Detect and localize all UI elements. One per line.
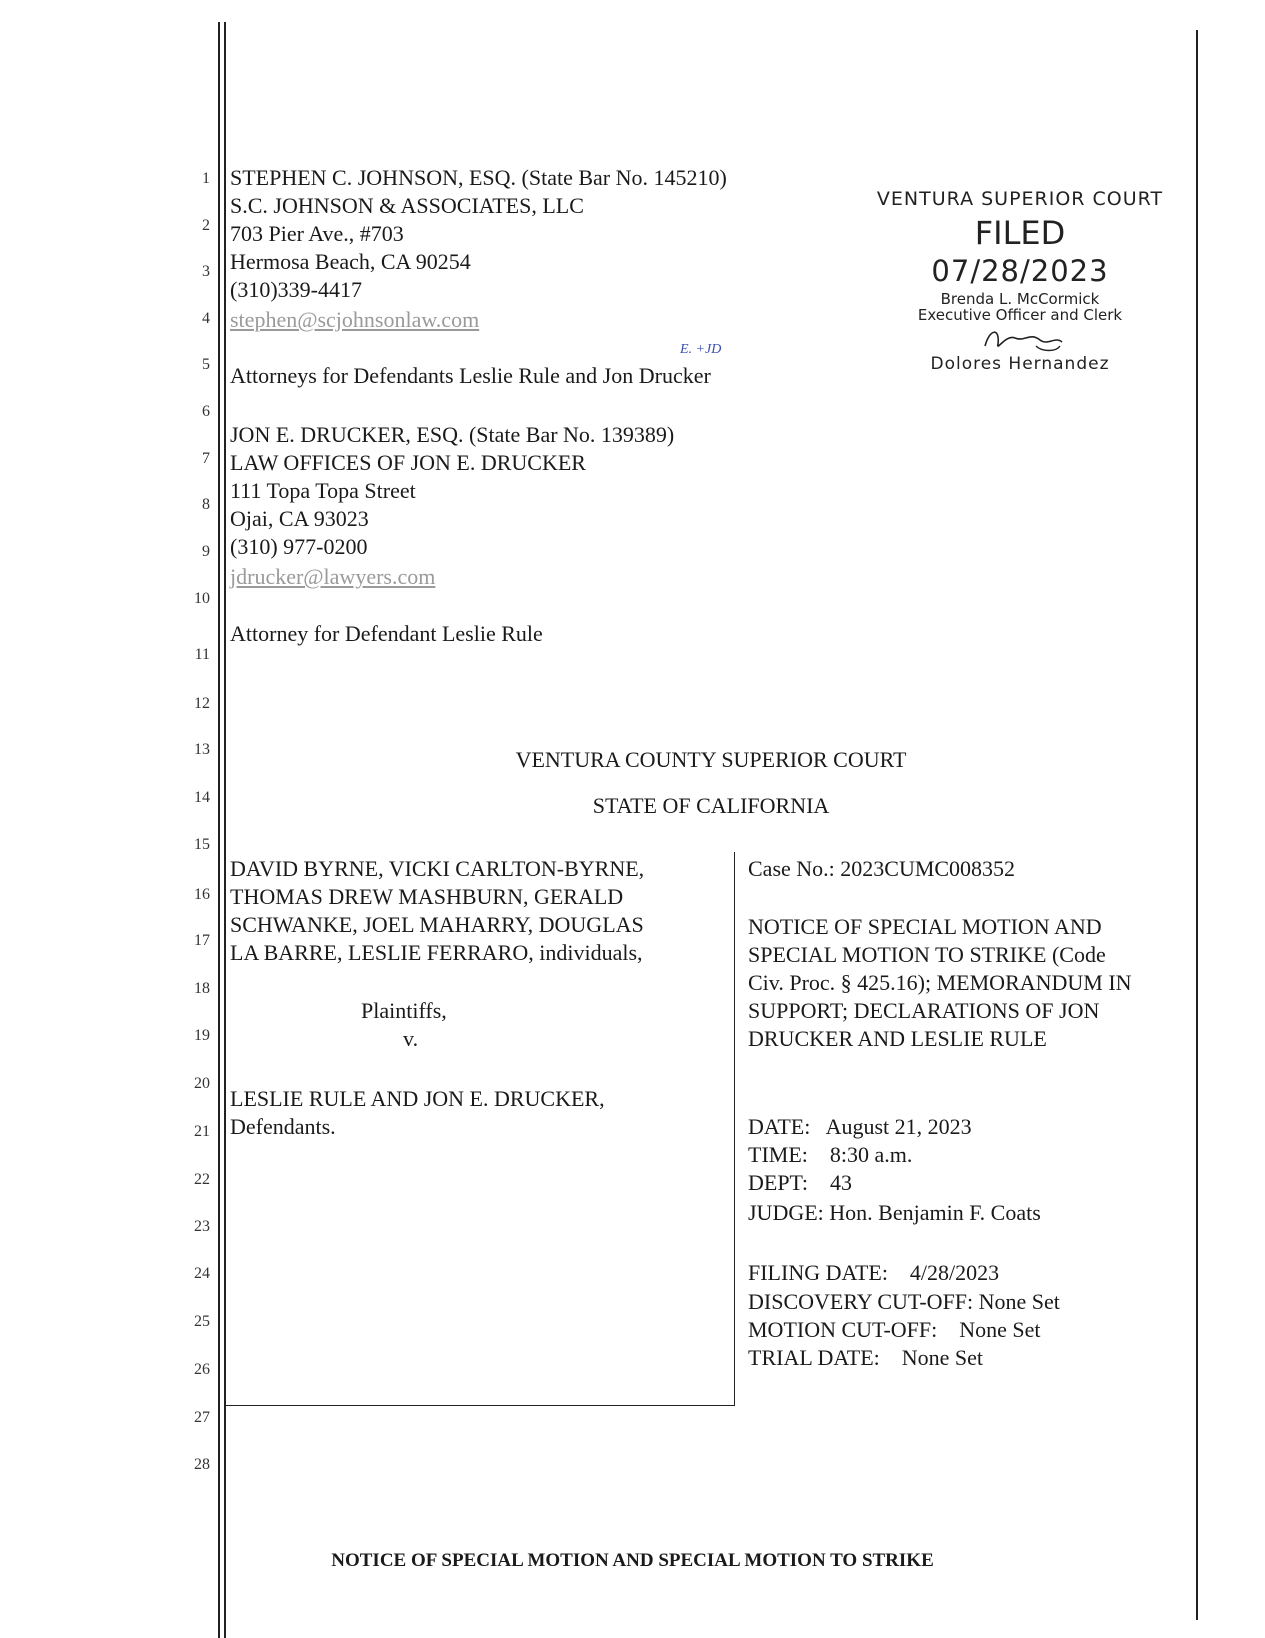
line-number: 10 [194,590,210,607]
line-number: 21 [194,1123,210,1140]
firm-name: LAW OFFICES OF JON E. DRUCKER [230,450,586,475]
line-number: 1 [202,170,210,187]
stamp-clerk: Dolores Hernandez [930,354,1110,374]
counsel-role: Attorneys for Defendants Leslie Rule and Jon Drucker [230,363,711,388]
discovery-cutoff: DISCOVERY CUT-OFF: None Set [748,1289,1060,1314]
line-number: 22 [194,1171,210,1188]
document-title-line: SPECIAL MOTION TO STRIKE (Code [748,942,1106,967]
phone: (310)339-4417 [230,277,362,302]
document-title-line: Civ. Proc. § 425.16); MEMORANDUM IN [748,970,1132,995]
line-number: 24 [194,1265,210,1282]
firm-name: S.C. JOHNSON & ASSOCIATES, LLC [230,193,584,218]
attorney-name: STEPHEN C. JOHNSON, ESQ. (State Bar No. 145210) [230,165,727,190]
line-number: 28 [194,1456,210,1473]
stamp-officer-title: Executive Officer and Clerk [917,306,1123,324]
line-number: 15 [194,836,210,853]
line-number: 14 [194,789,210,806]
stamp-status: FILED [974,214,1066,252]
versus: v. [403,1026,419,1051]
plaintiffs-line: THOMAS DREW MASHBURN, GERALD [230,884,624,909]
attorney-name: JON E. DRUCKER, ESQ. (State Bar No. 139389) [230,422,675,447]
caption-vertical-divider [734,852,735,1406]
plaintiffs-label: Plaintiffs, [361,998,447,1023]
email-link[interactable]: stephen@scjohnsonlaw.com [230,307,480,332]
stamp-court: VENTURA SUPERIOR COURT [876,188,1164,210]
line-number: 23 [194,1218,210,1235]
filed-stamp [850,188,1190,374]
stamp-date: 07/28/2023 [931,254,1109,288]
hearing-date: DATE: August 21, 2023 [748,1114,972,1139]
phone: (310) 977-0200 [230,534,368,559]
plaintiffs-line: DAVID BYRNE, VICKI CARLTON-BYRNE, [230,856,645,881]
plaintiffs-line: LA BARRE, LESLIE FERRARO, individuals, [230,940,643,965]
court-name: VENTURA COUNTY SUPERIOR COURT [515,747,907,772]
address-line: 111 Topa Topa Street [230,478,416,503]
address-line: 703 Pier Ave., #703 [230,221,404,246]
document-title-line: DRUCKER AND LESLIE RULE [748,1026,1047,1051]
stamp-officer-name: Brenda L. McCormick [940,290,1100,308]
line-number: 26 [194,1361,210,1378]
hearing-time: TIME: 8:30 a.m. [748,1142,913,1167]
line-number: 17 [194,932,210,949]
page-footer-title: NOTICE OF SPECIAL MOTION AND SPECIAL MOTION TO STRIKE [331,1550,934,1571]
line-number: 18 [194,980,210,997]
plaintiffs-line: SCHWANKE, JOEL MAHARRY, DOUGLAS [230,912,644,937]
line-number: 4 [202,310,210,327]
filing-date: FILING DATE: 4/28/2023 [748,1260,1000,1285]
handwritten-note: E. +JD [680,342,722,357]
court-state: STATE OF CALIFORNIA [592,793,830,818]
defendants-line: LESLIE RULE AND JON E. DRUCKER, [230,1086,605,1111]
address-line: Ojai, CA 93023 [230,506,369,531]
line-number: 5 [202,356,210,373]
line-number: 27 [194,1409,210,1426]
caption-bottom-rule [226,1405,735,1406]
line-number: 25 [194,1313,210,1330]
line-number: 8 [202,496,210,513]
address-line: Hermosa Beach, CA 90254 [230,249,471,274]
left-margin-rule-inner [224,22,226,1638]
line-number: 20 [194,1075,210,1092]
line-number: 3 [202,263,210,280]
counsel-role: Attorney for Defendant Leslie Rule [230,621,543,646]
document-title-line: NOTICE OF SPECIAL MOTION AND [748,914,1102,939]
line-number: 2 [202,217,210,234]
email-link[interactable]: jdrucker@lawyers.com [230,564,436,589]
line-number: 19 [194,1027,210,1044]
right-margin-rule [1196,30,1198,1620]
defendants-label: Defendants. [230,1114,336,1139]
clerk-signature [850,324,1190,354]
line-number: 6 [202,403,210,420]
line-number: 11 [194,646,210,663]
line-number: 9 [202,543,210,560]
trial-date: TRIAL DATE: None Set [748,1345,984,1370]
motion-cutoff: MOTION CUT-OFF: None Set [748,1317,1041,1342]
line-number: 16 [194,886,210,903]
hearing-judge: JUDGE: Hon. Benjamin F. Coats [748,1200,1041,1225]
line-number: 12 [194,695,210,712]
case-number: Case No.: 2023CUMC008352 [748,856,1016,881]
hearing-dept: DEPT: 43 [748,1170,853,1195]
line-number: 7 [202,450,210,467]
document-title-line: SUPPORT; DECLARATIONS OF JON [748,998,1100,1023]
line-number: 13 [194,741,210,758]
left-margin-rule-outer [218,22,220,1638]
